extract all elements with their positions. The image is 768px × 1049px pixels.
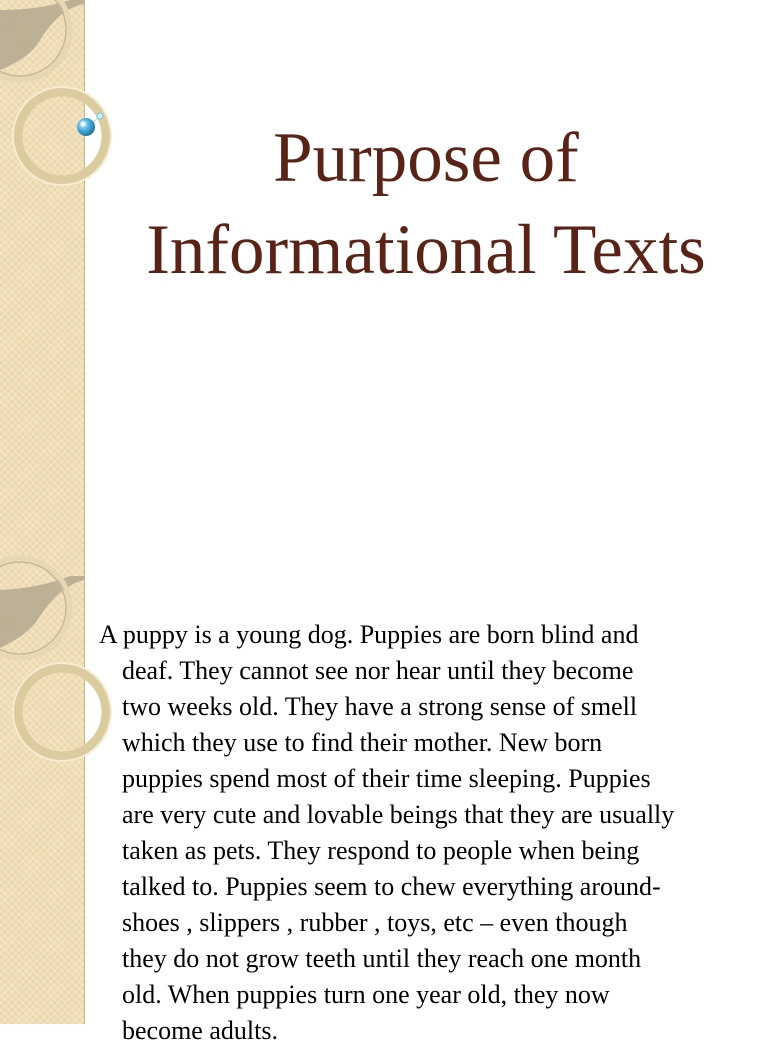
body-line: two weeks old. They have a strong sense of smell <box>122 692 638 721</box>
body-line: A puppy is a young dog. Puppies are born blind and <box>99 620 639 649</box>
title-line: Informational Texts <box>146 211 706 289</box>
title-line: Purpose of <box>273 119 579 197</box>
body-line: are very cute and lovable beings that they are usually <box>122 800 675 829</box>
body-line: they do not grow teeth until they reach one month <box>122 944 642 973</box>
top-ring-group <box>0 0 111 185</box>
body-paragraph <box>99 617 763 1049</box>
body-line: deaf. They cannot see nor hear until they become <box>122 656 634 685</box>
body-line: puppies spend most of their time sleeping. Puppies <box>122 764 651 793</box>
body-line: which they use to find their mother. New born <box>122 728 603 757</box>
body-line: old. When puppies turn one year old, they now <box>122 980 610 1009</box>
slide-title <box>96 112 756 296</box>
body-line: shoes , slippers , rubber , toys, etc – even though <box>122 908 628 937</box>
bottom-ring-group <box>0 558 111 761</box>
body-line: become adults. <box>122 1016 278 1045</box>
body-line: taken as pets. They respond to people when being <box>122 836 640 865</box>
body-line: talked to. Puppies seem to chew everything around- <box>122 872 661 901</box>
